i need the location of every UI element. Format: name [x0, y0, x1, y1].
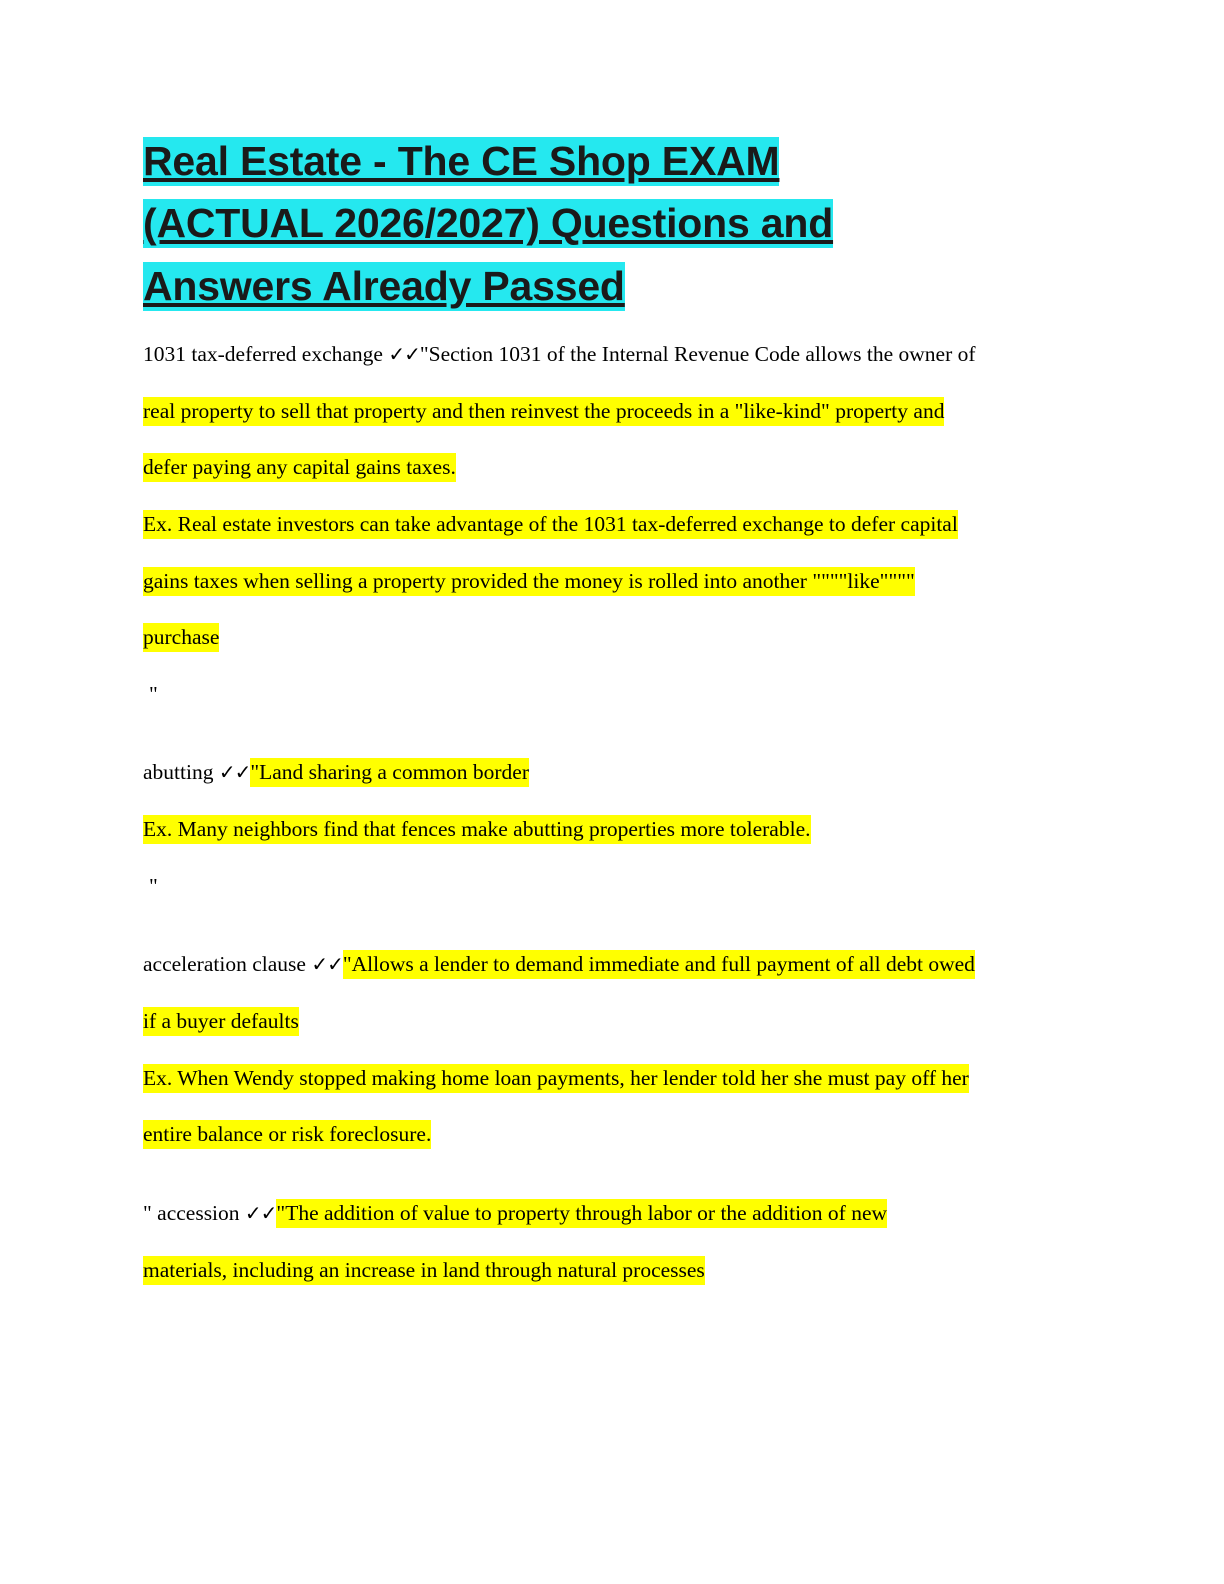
term-text: " accession	[143, 1200, 245, 1225]
entry-example-line	[143, 1067, 1074, 1091]
highlighted-text: materials, including an increase in land through natural processes	[143, 1256, 705, 1285]
closing-quote-line: "	[149, 873, 158, 898]
title-line-1: Real Estate - The CE Shop EXAM	[143, 138, 780, 184]
entry-body-line	[143, 456, 1074, 480]
highlighted-text: Ex. When Wendy stopped making home loan payments, her lender told her she must pay off her	[143, 1064, 969, 1093]
entry-example-line	[143, 626, 1074, 650]
definition-text: "Allows a lender to demand immediate and full payment of all debt owed	[343, 950, 975, 979]
title-line-2: (ACTUAL 2026/2027) Questions and	[143, 200, 834, 247]
entry-example-line	[143, 570, 1074, 594]
highlighted-text: if a buyer defaults	[143, 1007, 299, 1036]
checkmark-icon: ✓✓	[311, 952, 343, 977]
checkmark-icon: ✓✓	[244, 1200, 277, 1225]
definition-text: "Land sharing a common border	[250, 758, 529, 787]
entry-term-line	[143, 953, 1074, 977]
highlighted-text: Ex. Real estate investors can take advantage of the 1031 tax-deferred exchange to defer capital	[143, 510, 958, 539]
document-body	[143, 343, 1074, 1282]
entry-example-line	[143, 513, 1074, 537]
entry-body-line	[143, 1259, 1074, 1283]
checkmark-icon: ✓✓	[388, 341, 420, 366]
page-title	[143, 130, 1074, 317]
closing-quote-line: "	[149, 681, 158, 706]
entry-term-line	[143, 343, 1074, 367]
term-text: 1031 tax-deferred exchange	[143, 341, 389, 366]
term-text: abutting	[143, 760, 219, 785]
entry-term-line	[143, 761, 1074, 785]
entry-body-line	[143, 1010, 1074, 1034]
highlighted-text: gains taxes when selling a property provided the money is rolled into another """"like""""	[143, 567, 915, 596]
highlighted-text: entire balance or risk foreclosure.	[143, 1120, 431, 1149]
term-text: acceleration clause	[143, 952, 312, 977]
checkmark-icon: ✓✓	[218, 760, 251, 785]
entry-example-line	[143, 1123, 1074, 1147]
highlighted-text: defer paying any capital gains taxes.	[143, 453, 456, 482]
highlighted-text: Ex. Many neighbors find that fences make abutting properties more tolerable.	[143, 815, 811, 844]
definition-text: "Section 1031 of the Internal Revenue Code allows the owner of	[419, 341, 976, 366]
entry-term-line	[143, 1202, 1074, 1226]
definition-text: "The addition of value to property through labor or the addition of new	[276, 1199, 887, 1228]
entry-example-line	[143, 818, 1074, 842]
entry-body-line	[143, 400, 1074, 424]
highlighted-text: real property to sell that property and then reinvest the proceeds in a "like-kind" property and	[143, 397, 944, 426]
highlighted-text: purchase	[143, 623, 219, 652]
title-line-3: Answers Already Passed	[143, 262, 625, 309]
